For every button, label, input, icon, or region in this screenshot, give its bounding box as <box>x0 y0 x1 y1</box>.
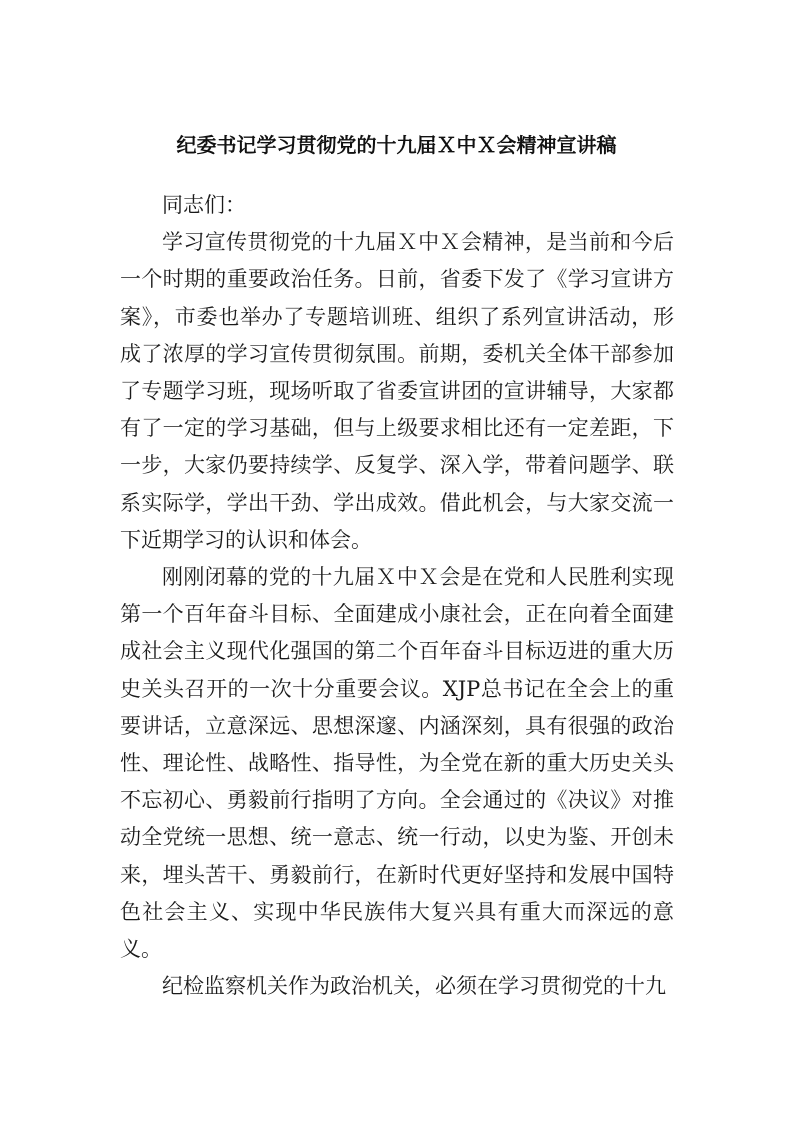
document-body <box>120 187 674 1005</box>
paragraph-3: 纪检监察机关作为政治机关，必须在学习贯彻党的十九 <box>162 974 666 999</box>
paragraph-2: 刚刚闭幕的党的十九届Ｘ中Ｘ会是在党和人民胜利实现第一个百年奋斗目标、全面建成小康社会，正在向着全面建成社会主义现代化强国的第二个百年奋斗目标迈进的重大历史关头召开的一次十分重要会议。XJP总书记在全会上的重要讲话，立意深远、思想深邃、内涵深刻，具有很强的政治性、理论性、战略性、指导性，为全党在新的重大历史关头不忘初心、勇毅前行指明了方向。全会通过的《决议》对推动全党统一思想、统一意志、统一行动，以史为鉴、开创未来，埋头苦干、勇毅前行，在新时代更好坚持和发展中国特色社会主义、实现中华民族伟大复兴具有重大而深远的意义。 <box>120 565 674 962</box>
document-title: 纪委书记学习贯彻党的十九届Ｘ中Ｘ会精神宣讲稿 <box>176 133 617 157</box>
salutation: 同志们： <box>162 193 246 217</box>
paragraph-1: 学习宣传贯彻党的十九届Ｘ中Ｘ会精神，是当前和今后一个时期的重要政治任务。日前，省委下发了《学习宣讲方案》，市委也举办了专题培训班、组织了系列宣讲活动，形成了浓厚的学习宣传贯彻氛围。前期，委机关全体干部参加了专题学习班，现场听取了省委宣讲团的宣讲辅导，大家都有了一定的学习基础，但与上级要求相比还有一定差距，下一步，大家仍要持续学、反复学、深入学，带着问题学、联系实际学，学出干劲、学出成效。借此机会，与大家交流一下近期学习的认识和体会。 <box>120 230 674 552</box>
